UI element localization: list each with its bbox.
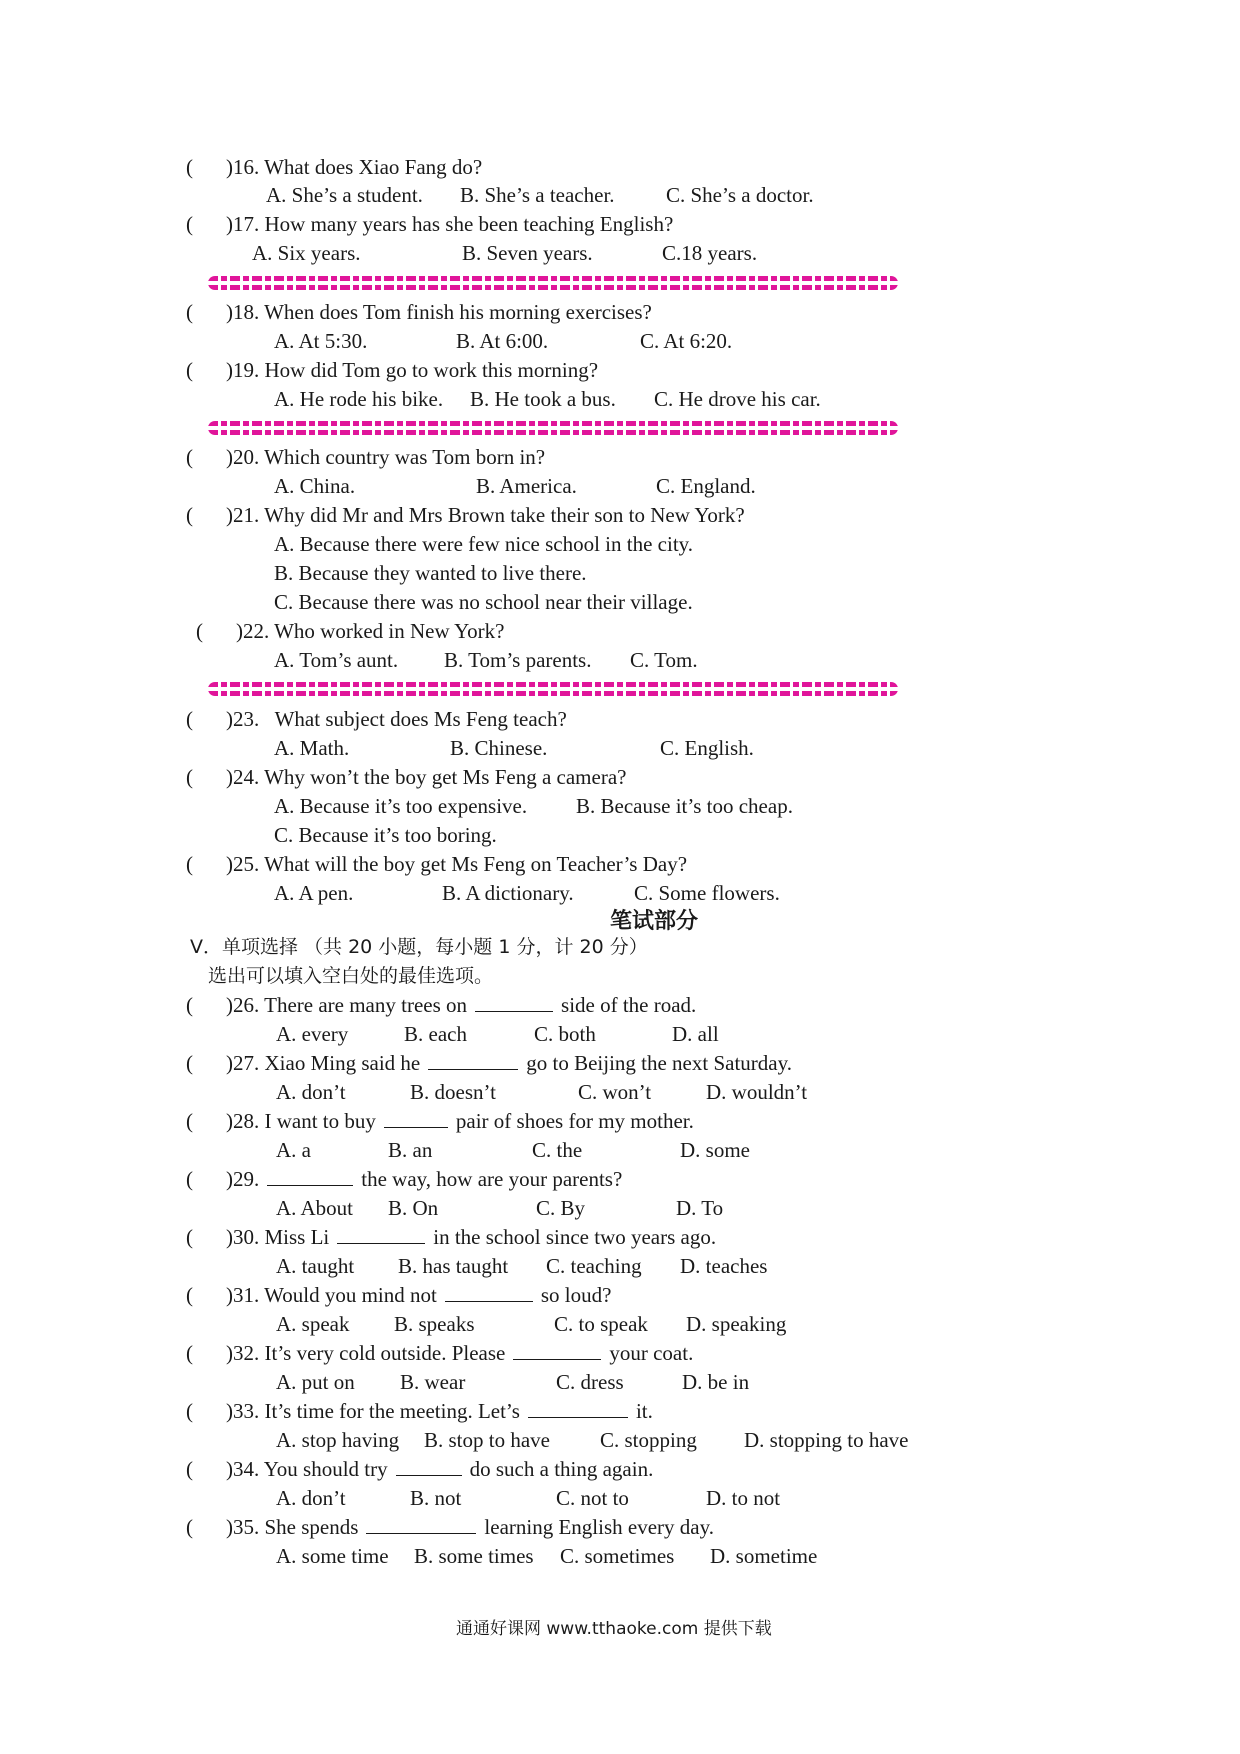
option-c: C. At 6:20. [640,329,733,353]
stem-before-blank: )35. She spends [226,1515,359,1539]
question-31: ( )31. Would you mind not so loud? [186,1283,612,1307]
option-a: A. put on [276,1370,355,1394]
question-stem [226,1456,653,1482]
question-23: ( )23. What subject does Ms Feng teach? [186,707,567,731]
option-a: A. every [276,1022,349,1046]
footer-source: 通通好课网 www.tthaoke.com 提供下载 [456,1619,772,1639]
option-21-b: B. Because they wanted to live there. [274,561,587,585]
option-c: C. England. [656,474,756,498]
option-a: A. About [276,1196,354,1220]
option-b: B. A dictionary. [442,881,574,905]
option-c: C. By [536,1196,586,1220]
option-b: B. has taught [398,1254,509,1278]
stem-after-blank: the way, how are your parents? [361,1167,623,1191]
option-a: A. don’t [276,1080,346,1104]
option-b: B. some times [414,1544,534,1568]
option-a: A. At 5:30. [274,329,368,353]
answer-blank [528,1399,628,1418]
answer-blank [384,1109,448,1128]
answer-blank [513,1341,601,1360]
option-c: C. He drove his car. [654,387,821,411]
option-a: A. stop having [276,1428,400,1452]
answer-blank [428,1051,518,1070]
question-stem: )19. How did Tom go to work this morning? [226,358,599,382]
option-d: D. To [676,1196,724,1220]
option-d: D. to not [706,1486,781,1510]
option-c: C. sometimes [560,1544,675,1568]
question-stem [226,1340,693,1366]
option-c: C.18 years. [662,241,758,265]
option-b: B. doesn’t [410,1080,496,1104]
option-b: B. She’s a teacher. [460,183,615,207]
option-d: D. all [672,1022,719,1046]
option-b: B. At 6:00. [456,329,549,353]
question-22: ( )22. Who worked in New York? [196,619,505,643]
option-21-a: A. Because there were few nice school in the city. [274,532,694,556]
option-d: D. speaking [686,1312,787,1336]
stem-after-blank: so loud? [540,1283,612,1307]
stem-after-blank: do such a thing again. [469,1457,654,1481]
option-b: B. not [410,1486,462,1510]
option-a: A. some time [276,1544,389,1568]
option-c: C. teaching [546,1254,642,1278]
option-a: A. a [276,1138,311,1162]
question-stem: )16. What does Xiao Fang do? [226,155,483,179]
stem-after-blank: pair of shoes for my mother. [455,1109,694,1133]
stem-before-blank: )33. It’s time for the meeting. Let’s [226,1399,520,1423]
option-21-c: C. Because there was no school near their village. [274,590,693,614]
question-34: ( )34. You should try do such a thing again. [186,1457,654,1481]
question-stem: )20. Which country was Tom born in? [226,445,546,469]
option-a: A. China. [274,474,356,498]
option-b: B. Tom’s parents. [444,648,592,672]
question-stem: )17. How many years has she been teaching English? [226,212,674,236]
question-17: ( )17. How many years has she been teaching English? [186,212,674,236]
option-b: B. an [388,1138,433,1162]
question-32: ( )32. It’s very cold outside. Please your coat. [186,1341,694,1365]
option-c: C. dress [556,1370,624,1394]
option-a: A. Six years. [252,241,361,265]
stem-before-blank: )31. Would you mind not [226,1283,437,1307]
question-26: ( )26. There are many trees on side of the road. [186,993,697,1017]
question-35: ( )35. She spends learning English every day. [186,1515,714,1539]
question-stem [226,1224,716,1250]
question-21: ( )21. Why did Mr and Mrs Brown take their son to New York? [186,503,745,527]
option-b: B. Chinese. [450,736,548,760]
stem-before-blank: )32. It’s very cold outside. Please [226,1341,506,1365]
question-33: ( )33. It’s time for the meeting. Let’s it. [186,1399,653,1423]
option-a: A. She’s a student. [266,183,423,207]
option-a: A. speak [276,1312,350,1336]
option-c: C. stopping [600,1428,697,1452]
question-stem: )25. What will the boy get Ms Feng on Teacher’s Day? [226,852,688,876]
question-24: ( )24. Why won’t the boy get Ms Feng a camera? [186,765,627,789]
stem-before-blank: )29. [226,1167,260,1191]
option-c: C. the [532,1138,583,1162]
stem-before-blank: )30. Miss Li [226,1225,330,1249]
question-stem: )21. Why did Mr and Mrs Brown take their son to New York? [226,503,745,527]
question-28: ( )28. I want to buy pair of shoes for my mother. [186,1109,694,1133]
option-a: A. A pen. [274,881,354,905]
question-16: ( )16. What does Xiao Fang do? [186,155,483,179]
question-19: ( )19. How did Tom go to work this morning? [186,358,599,382]
option-b: B. Seven years. [462,241,593,265]
question-20: ( )20. Which country was Tom born in? [186,445,546,469]
section-instruction: 选出可以填入空白处的最佳选项。 [208,965,494,987]
question-stem [226,992,696,1018]
answer-blank [366,1515,476,1534]
stem-after-blank: go to Beijing the next Saturday. [526,1051,792,1075]
question-stem: )24. Why won’t the boy get Ms Feng a camera? [226,765,627,789]
stem-after-blank: your coat. [609,1341,694,1365]
option-d: D. be in [682,1370,750,1394]
option-a: A. Tom’s aunt. [274,648,399,672]
answer-blank [267,1167,353,1186]
question-stem [226,1050,792,1076]
option-c: C. Tom. [630,648,698,672]
option-c: C. not to [556,1486,629,1510]
question-stem [226,1108,694,1134]
option-d: D. stopping to have [744,1428,909,1452]
option-b: B. each [404,1022,467,1046]
option-b: B. America. [476,474,577,498]
stem-before-blank: )27. Xiao Ming said he [226,1051,421,1075]
option-b: B. wear [400,1370,466,1394]
question-stem: )23. What subject does Ms Feng teach? [226,707,567,731]
option-d: D. wouldn’t [706,1080,808,1104]
question-stem: )22. Who worked in New York? [236,619,505,643]
option-b: B. stop to have [424,1428,550,1452]
option-a: A. Because it’s too expensive. [274,794,528,818]
option-d: D. some [680,1138,750,1162]
question-18: ( )18. When does Tom finish his morning exercises? [186,300,652,324]
option-b: B. On [388,1196,439,1220]
written-section-title: 笔试部分 [610,909,699,934]
stem-after-blank: learning English every day. [484,1515,714,1539]
stem-after-blank: in the school since two years ago. [433,1225,717,1249]
option-c: C. to speak [554,1312,648,1336]
question-25: ( )25. What will the boy get Ms Feng on Teacher’s Day? [186,852,688,876]
option-d: D. teaches [680,1254,768,1278]
stem-after-blank: it. [635,1399,653,1423]
option-b: B. Because it’s too cheap. [576,794,793,818]
question-stem: )18. When does Tom finish his morning exercises? [226,300,652,324]
option-a: A. He rode his bike. [274,387,444,411]
option-c: C. both [534,1022,596,1046]
option-c: C. Some flowers. [634,881,780,905]
question-29: ( )29. the way, how are your parents? [186,1167,623,1191]
decorative-divider [208,421,898,435]
answer-blank [396,1457,462,1476]
stem-after-blank: side of the road. [561,993,697,1017]
option-24-c: C. Because it’s too boring. [274,823,497,847]
option-b: B. speaks [394,1312,475,1336]
answer-blank [445,1283,533,1302]
option-b: B. He took a bus. [470,387,616,411]
section-heading: V．单项选择 （共 20 小题，每小题 1 分，计 20 分） [190,936,648,958]
option-c: C. won’t [578,1080,652,1104]
question-30: ( )30. Miss Li in the school since two years ago. [186,1225,717,1249]
stem-before-blank: )28. I want to buy [226,1109,376,1133]
decorative-divider [208,682,898,696]
question-27: ( )27. Xiao Ming said he go to Beijing the next Saturday. [186,1051,792,1075]
option-c: C. She’s a doctor. [666,183,814,207]
question-stem [226,1398,653,1424]
option-a: A. don’t [276,1486,346,1510]
answer-blank [337,1225,425,1244]
option-c: C. English. [660,736,754,760]
question-stem [226,1166,622,1192]
option-a: A. taught [276,1254,355,1278]
stem-before-blank: )26. There are many trees on [226,993,468,1017]
option-a: A. Math. [274,736,350,760]
question-stem [226,1282,611,1308]
stem-before-blank: )34. You should try [226,1457,388,1481]
option-d: D. sometime [710,1544,818,1568]
answer-blank [475,993,553,1012]
decorative-divider [208,276,898,290]
question-stem [226,1514,714,1540]
